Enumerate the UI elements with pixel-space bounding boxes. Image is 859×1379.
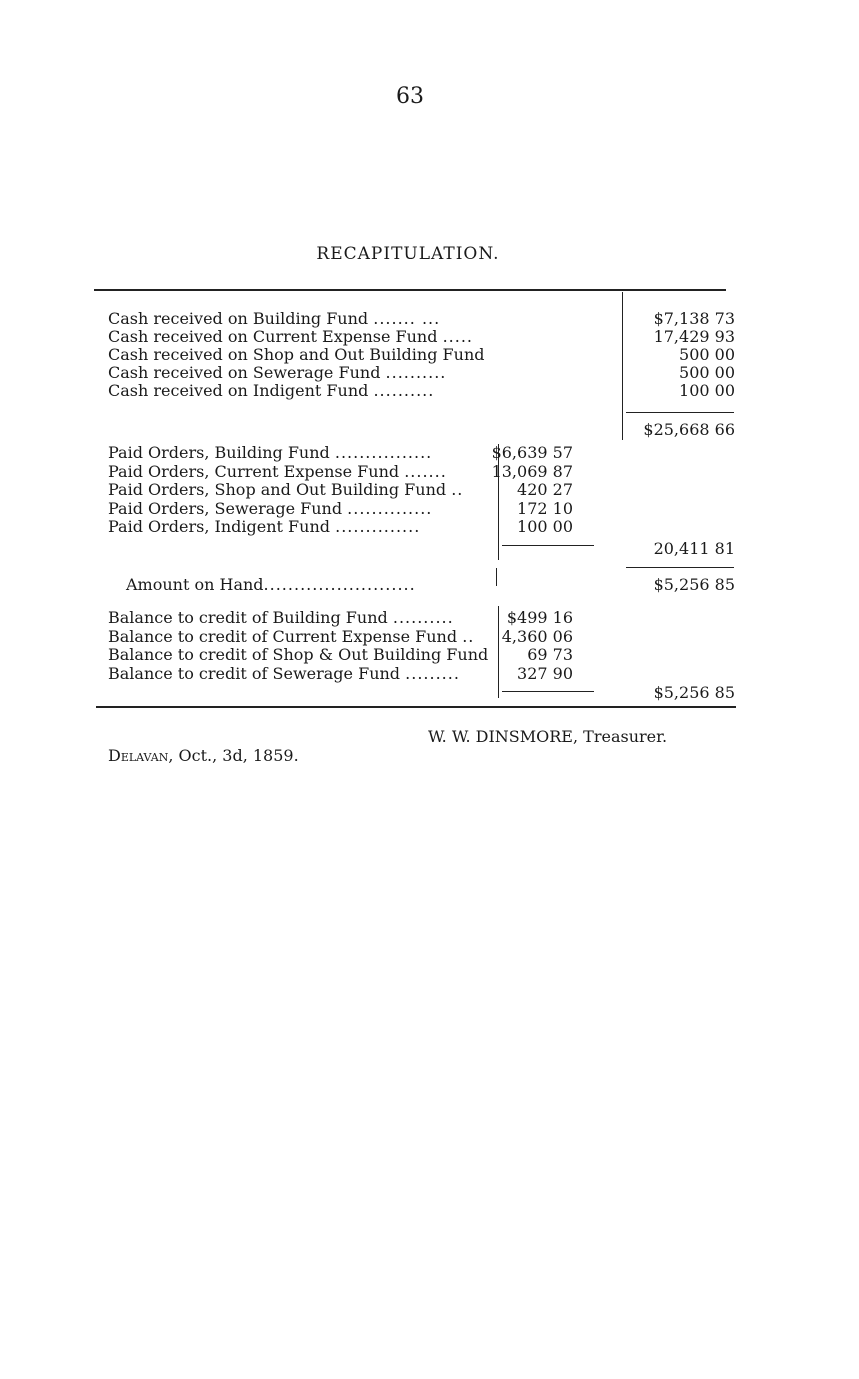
balance-row xyxy=(0,665,859,683)
paid-orders-row xyxy=(0,481,859,499)
cash-received-row-amount: $7,138 73 xyxy=(653,309,735,328)
balance-row-amount: 327 90 xyxy=(517,663,573,683)
top-rule xyxy=(94,289,726,291)
balance-row-label: Balance to credit of Sewerage Fund xyxy=(108,663,401,683)
paid-total-rule xyxy=(626,567,734,568)
paid-orders-row-label: Paid Orders, Current Expense Fund xyxy=(108,461,400,481)
leader-dots: .............. xyxy=(347,498,433,518)
paid-orders-row-amount: $6,639 57 xyxy=(491,443,573,462)
balance-row-amount: 4,360 06 xyxy=(501,626,573,646)
amount-on-hand-row xyxy=(0,576,859,594)
leader-dots: .. xyxy=(451,480,464,499)
balance-total-row xyxy=(0,684,859,702)
paid-orders-row xyxy=(0,463,859,481)
leader-dots: ..... xyxy=(442,327,474,346)
leader-dots: ......... xyxy=(405,663,460,683)
cash-received-row-label: Cash received on Current Expense Fund xyxy=(108,327,438,346)
bottom-rule xyxy=(96,706,736,708)
paid-orders-row xyxy=(0,444,859,462)
paid-orders-row-label: Paid Orders, Building Fund xyxy=(108,443,330,462)
cash-received-row-amount: 17,429 93 xyxy=(653,327,735,346)
balance-row xyxy=(0,628,859,646)
paid-orders-row xyxy=(0,500,859,518)
leader-dots: ................ xyxy=(334,443,433,462)
cash-received-row-label: Cash received on Building Fund xyxy=(108,309,369,328)
cash-received-row xyxy=(0,382,859,400)
leader-dots: .......... xyxy=(392,608,454,627)
leader-dots: .......... xyxy=(373,381,435,400)
cash-received-row-label: Cash received on Shop and Out Building Fund xyxy=(108,345,485,364)
paid-orders-row-label: Paid Orders, Shop and Out Building Fund xyxy=(108,480,447,499)
treasurer-signature: W. W. DINSMORE, Treasurer. xyxy=(428,727,668,746)
amount-on-hand-value: $5,256 85 xyxy=(653,575,735,594)
cash-received-row xyxy=(0,328,859,346)
date-place: Delavan xyxy=(108,746,169,765)
balance-row-label: Balance to credit of Shop & Out Building Fund xyxy=(108,645,489,664)
cash-total: $25,668 66 xyxy=(643,420,735,439)
balance-row-amount: $499 16 xyxy=(506,608,573,627)
paid-orders-row-amount: 13,069 87 xyxy=(491,461,573,481)
cash-received-row-amount: 500 00 xyxy=(679,345,735,364)
paid-orders-row-label: Paid Orders, Sewerage Fund xyxy=(108,498,343,518)
leader-dots: .......... xyxy=(385,363,447,382)
leader-dots: ......................... xyxy=(263,575,416,594)
cash-received-row xyxy=(0,310,859,328)
cash-received-row-amount: 100 00 xyxy=(679,381,735,400)
cash-received-row-label: Cash received on Sewerage Fund xyxy=(108,363,381,382)
date-text: Oct., 3d, 1859. xyxy=(178,746,299,765)
paid-total: 20,411 81 xyxy=(653,539,735,558)
paid-orders-row-amount: 172 10 xyxy=(517,498,573,518)
balance-row xyxy=(0,646,859,664)
cash-total-row xyxy=(0,421,859,439)
paid-orders-row xyxy=(0,518,859,536)
page-number: 63 xyxy=(396,84,424,109)
cash-received-row-amount: 500 00 xyxy=(679,363,735,382)
balance-row-label: Balance to credit of Building Fund xyxy=(108,608,388,627)
date-line: Delavan, Oct., 3d, 1859. xyxy=(108,746,299,765)
leader-dots: .. xyxy=(462,626,475,646)
balance-total: $5,256 85 xyxy=(653,683,735,702)
paid-total-row xyxy=(0,540,859,558)
paid-orders-row-label: Paid Orders, Indigent Fund xyxy=(108,517,331,536)
balance-row-amount: 69 73 xyxy=(527,645,573,664)
leader-dots: ....... ... xyxy=(373,309,441,328)
balance-row xyxy=(0,609,859,627)
amount-on-hand-label: Amount on Hand xyxy=(126,575,264,594)
cash-received-row xyxy=(0,364,859,382)
paid-orders-row-amount: 420 27 xyxy=(517,480,573,499)
paid-orders-row-amount: 100 00 xyxy=(517,517,573,536)
page-title: RECAPITULATION. xyxy=(316,244,500,264)
cash-total-rule xyxy=(626,412,734,413)
cash-received-row xyxy=(0,346,859,364)
cash-received-row-label: Cash received on Indigent Fund xyxy=(108,381,369,400)
leader-dots: ....... xyxy=(404,461,447,481)
leader-dots: .............. xyxy=(335,517,421,536)
balance-row-label: Balance to credit of Current Expense Fund xyxy=(108,626,458,646)
